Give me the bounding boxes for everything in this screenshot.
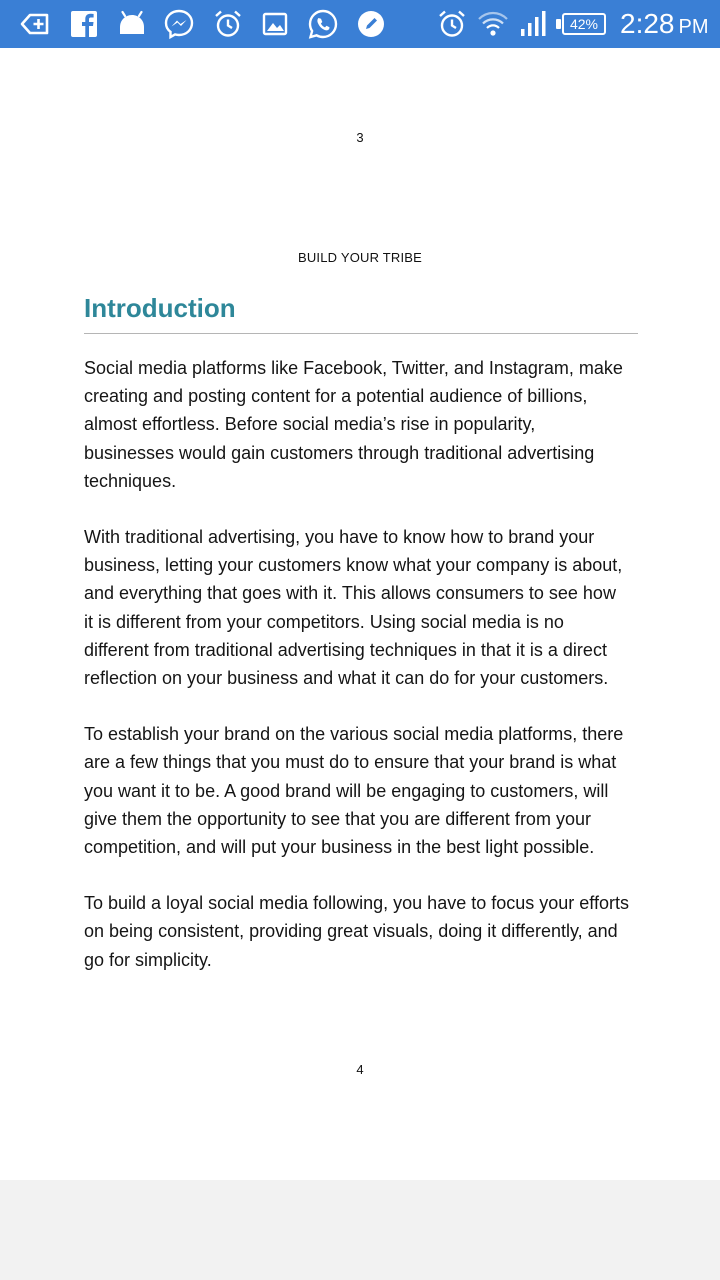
status-bar xyxy=(0,0,720,48)
page-number-top: 3 xyxy=(356,130,364,145)
paragraph: Social media platforms like Facebook, Twitter, and Instagram, make creating and posting content for a potential audience of billions, almost effortless. Before social media’s rise in popularity, businesses would gain customers through traditional advertising techniques. xyxy=(84,358,623,491)
facebook-icon xyxy=(68,8,100,40)
clock-time: 2:28 xyxy=(620,8,675,39)
chapter-title: Introduction xyxy=(84,293,236,323)
page-number-bottom: 4 xyxy=(356,1062,364,1077)
alarm-icon xyxy=(212,8,244,40)
paragraph: With traditional advertising, you have to know how to brand your business, letting your customers know what your company is about, and everything that goes with it. This allows consumers to see how it is different from your competitors. Using social media is no different from traditional advertising techniques in that it is a direct reflection on your business and what it can do for your customers. xyxy=(84,527,623,689)
pen-icon xyxy=(355,8,387,40)
viewer-background xyxy=(0,1180,720,1280)
alarm-icon xyxy=(436,8,468,40)
clock xyxy=(620,7,709,44)
paragraph: To establish your brand on the various social media platforms, there are a few things that you must do to ensure that your brand is what you want it to be. A good brand will be engaging to customers, will give them the opportunity to see that you are different from your competition, and will put your business in the best light possible. xyxy=(84,724,624,858)
wifi-icon xyxy=(477,8,509,40)
paragraph: To build a loyal social media following, you have to focus your efforts on being consistent, providing great visuals, doing it differently, and go for simplicity. xyxy=(84,893,629,970)
body-text xyxy=(84,354,629,1002)
running-head: BUILD YOUR TRIBE xyxy=(297,250,423,265)
document-page[interactable] xyxy=(0,48,720,1180)
back-plus-icon xyxy=(20,8,52,40)
gallery-icon xyxy=(259,8,291,40)
signal-icon xyxy=(517,8,549,40)
android-icon xyxy=(116,8,148,40)
battery-nub xyxy=(556,19,561,29)
clock-ampm: PM xyxy=(678,16,709,38)
title-divider xyxy=(84,333,638,334)
battery-indicator: 42% xyxy=(562,13,606,35)
messenger-icon xyxy=(163,8,195,40)
whatsapp-icon xyxy=(307,8,339,40)
